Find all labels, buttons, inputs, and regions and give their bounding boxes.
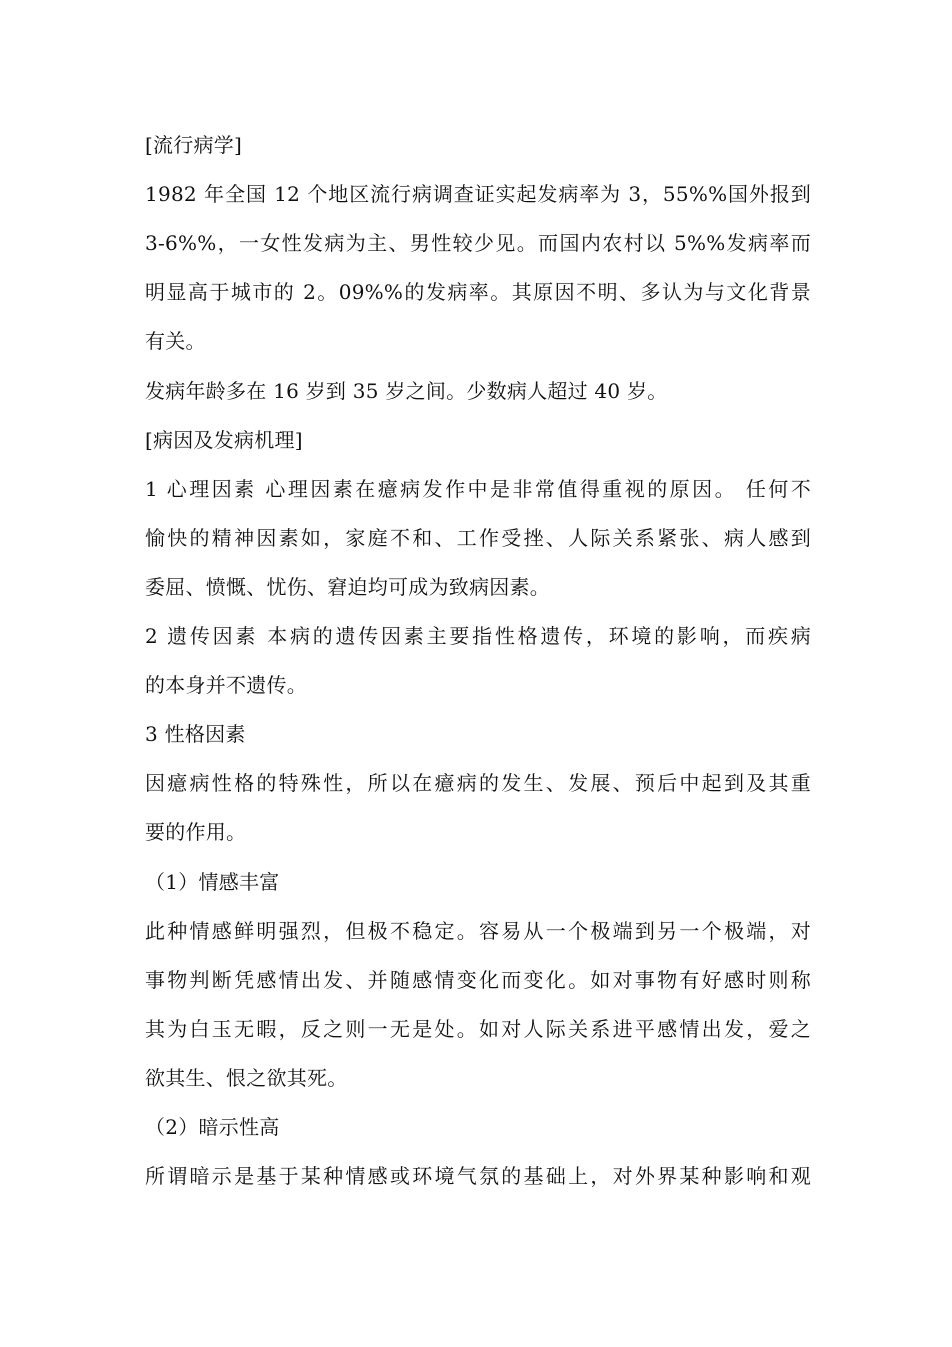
paragraph-line: 1 心理因素 心理因素在癔病发作中是非常值得重视的原因。 任何不 (145, 477, 811, 501)
subheading-suggestibility: （2）暗示性高 (145, 1115, 280, 1139)
section-heading-epidemiology: [流行病学] (145, 133, 243, 157)
paragraph-line: 欲其生、恨之欲其死。 (145, 1066, 348, 1090)
paragraph-line: 1982 年全国 12 个地区流行病调查证实起发病率为 3，55%%国外报到 (145, 182, 811, 206)
paragraph-line: 3-6%%，一女性发病为主、男性较少见。而国内农村以 5%%发病率而 (145, 231, 811, 255)
paragraph-line: 因癔病性格的特殊性，所以在癔病的发生、发展、预后中起到及其重 (145, 771, 811, 795)
paragraph-line: 所谓暗示是基于某种情感或环境气氛的基础上，对外界某种影响和观 (145, 1164, 811, 1188)
paragraph-line: 有关。 (145, 329, 206, 353)
paragraph-line: 事物判断凭感情出发、并随感情变化而变化。如对事物有好感时则称 (145, 968, 811, 992)
paragraph-line: 愉快的精神因素如，家庭不和、工作受挫、人际关系紧张、病人感到 (145, 526, 811, 550)
paragraph-line: 2 遗传因素 本病的遗传因素主要指性格遗传，环境的影响，而疾病 (145, 624, 811, 648)
paragraph-line: 发病年龄多在 16 岁到 35 岁之间。少数病人超过 40 岁。 (145, 379, 668, 403)
paragraph-line: 的本身并不遗传。 (145, 673, 307, 697)
subheading-personality: 3 性格因素 (145, 722, 246, 746)
paragraph-line: 此种情感鲜明强烈，但极不稳定。容易从一个极端到另一个极端，对 (145, 919, 811, 943)
paragraph-line: 委屈、愤慨、忧伤、窘迫均可成为致病因素。 (145, 575, 550, 599)
paragraph-line: 其为白玉无暇，反之则一无是处。如对人际关系进平感情出发，爱之 (145, 1017, 811, 1041)
subheading-emotion: （1）情感丰富 (145, 870, 280, 894)
paragraph-line: 要的作用。 (145, 820, 247, 844)
section-heading-etiology: [病因及发病机理] (145, 428, 303, 452)
paragraph-line: 明显高于城市的 2。09%%的发病率。其原因不明、多认为与文化背景 (145, 280, 811, 304)
